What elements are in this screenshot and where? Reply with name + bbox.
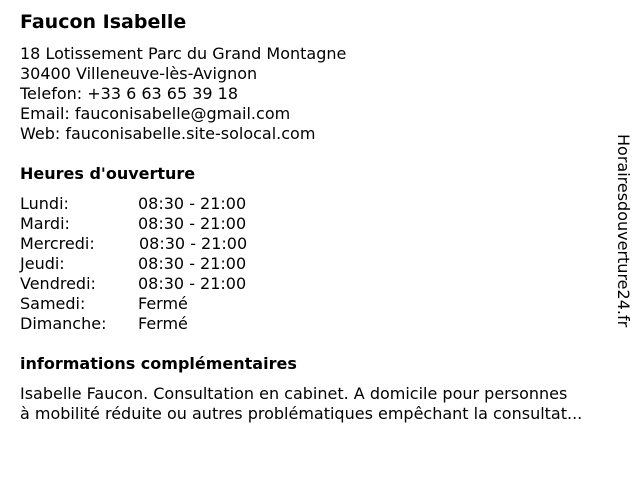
day-label: Vendredi: — [20, 274, 96, 293]
day-hours: 08:30 - 21:00 — [138, 214, 247, 233]
day-label: Mercredi: — [20, 234, 95, 253]
additional-info-text — [20, 384, 632, 424]
day-hours: 08:30 - 21:00 — [138, 254, 247, 273]
day-hours: 08:30 - 21:00 — [138, 274, 247, 293]
day-hours: 08:30 - 21:00 — [139, 234, 248, 253]
additional-info-heading: informations complémentaires — [20, 354, 297, 373]
day-hours: Fermé — [138, 294, 188, 313]
day-label: Jeudi: — [20, 254, 65, 273]
site-watermark: Horairesdouverture24.fr — [614, 134, 633, 328]
day-label: Mardi: — [20, 214, 70, 233]
opening-hours-heading: Heures d'ouverture — [20, 164, 196, 183]
city-address: 30400 Villeneuve-lès-Avignon — [20, 64, 258, 83]
day-hours: 08:30 - 21:00 — [138, 194, 247, 213]
phone-number: Telefon: +33 6 63 65 39 18 — [20, 84, 239, 103]
day-label: Lundi: — [20, 194, 69, 213]
business-name: Faucon Isabelle — [20, 11, 187, 33]
info-line: à mobilité réduite ou autres problématiques empêchant la consultat... — [20, 404, 583, 423]
day-label: Dimanche: — [20, 314, 107, 333]
day-hours: Fermé — [138, 314, 188, 333]
email-address: Email: fauconisabelle@gmail.com — [20, 104, 291, 123]
info-line: Isabelle Faucon. Consultation en cabinet. A domicile pour personnes — [20, 384, 568, 403]
street-address: 18 Lotissement Parc du Grand Montagne — [20, 44, 347, 63]
day-label: Samedi: — [20, 294, 86, 313]
website-address: Web: fauconisabelle.site-solocal.com — [20, 124, 316, 143]
contact-block — [20, 44, 346, 144]
